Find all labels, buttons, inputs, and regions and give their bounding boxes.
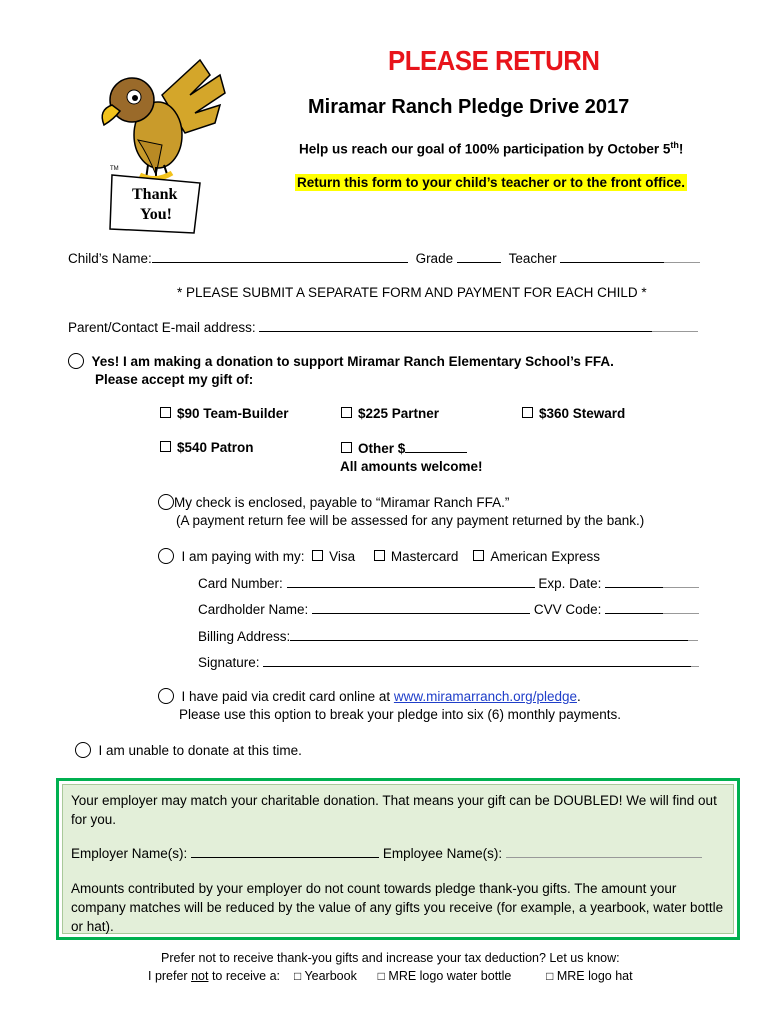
page-title: Miramar Ranch Pledge Drive 2017 bbox=[308, 96, 630, 118]
card-number-field[interactable] bbox=[287, 575, 535, 588]
teacher-field[interactable] bbox=[560, 250, 664, 263]
unable-row bbox=[75, 742, 302, 758]
amex-label: American Express bbox=[490, 549, 600, 564]
option-225-checkbox[interactable] bbox=[341, 407, 352, 418]
exp-date-label: Exp. Date: bbox=[538, 576, 602, 591]
billing-field[interactable] bbox=[290, 628, 688, 641]
unable-radio[interactable] bbox=[75, 742, 91, 758]
card-radio[interactable] bbox=[158, 548, 174, 564]
yearbook-checkbox[interactable]: □ bbox=[293, 969, 302, 983]
donation-yes-text-2: Please accept my gift of: bbox=[95, 372, 254, 387]
goal-text: Help us reach our goal of 100% participation by October 5th! bbox=[299, 140, 684, 157]
please-return-heading: PLEASE RETURN bbox=[388, 45, 600, 76]
hat-label: MRE logo hat bbox=[556, 969, 633, 983]
online-installments-note: Please use this option to break your pledge into six (6) monthly payments. bbox=[179, 707, 621, 722]
water-bottle-checkbox[interactable]: □ bbox=[377, 969, 385, 983]
thank-sign-line1: Thank bbox=[132, 186, 178, 203]
check-radio[interactable] bbox=[158, 494, 174, 510]
teacher-label: Teacher bbox=[508, 251, 557, 266]
employee-name-label: Employee Name(s): bbox=[382, 846, 503, 861]
option-90-checkbox[interactable] bbox=[160, 407, 171, 418]
signature-field[interactable] bbox=[263, 654, 691, 667]
employer-name-field[interactable] bbox=[191, 845, 379, 858]
employer-names-row bbox=[71, 845, 702, 861]
child-name-field[interactable] bbox=[152, 250, 408, 263]
check-fee-note: (A payment return fee will be assessed for any payment returned by the bank.) bbox=[176, 513, 645, 528]
signature-row bbox=[198, 654, 699, 670]
employer-match-box bbox=[56, 778, 740, 940]
paying-label: I am paying with my: bbox=[181, 549, 305, 564]
hat-checkbox[interactable]: □ bbox=[546, 969, 554, 983]
option-225[interactable]: $225 Partner bbox=[341, 406, 439, 421]
other-amount-field[interactable] bbox=[405, 440, 467, 453]
online-text: I have paid via credit card online at bbox=[181, 689, 391, 704]
cvv-label: CVV Code: bbox=[533, 602, 602, 617]
visa-label: Visa bbox=[329, 549, 356, 564]
cvv-field[interactable] bbox=[605, 601, 663, 614]
employee-name-field[interactable] bbox=[506, 845, 702, 858]
footer-prompt: Prefer not to receive thank-you gifts and increase your tax deduction? Let us know: bbox=[161, 951, 620, 965]
return-instructions: Return this form to your child’s teacher or to the front office. bbox=[297, 175, 686, 190]
mastercard-label: Mastercard bbox=[390, 549, 459, 564]
card-number-label: Card Number: bbox=[198, 576, 283, 591]
option-other-checkbox[interactable] bbox=[341, 442, 352, 453]
employer-name-label: Employer Name(s): bbox=[71, 846, 188, 861]
unable-text: I am unable to donate at this time. bbox=[98, 743, 302, 758]
option-90[interactable]: $90 Team-Builder bbox=[160, 406, 289, 421]
card-row bbox=[158, 548, 600, 564]
thank-sign-line2: You! bbox=[140, 206, 173, 223]
billing-label: Billing Address: bbox=[198, 629, 291, 644]
option-other[interactable]: Other $ bbox=[341, 440, 467, 456]
email-label: Parent/Contact E-mail address: bbox=[68, 320, 256, 335]
option-540-checkbox[interactable] bbox=[160, 441, 171, 452]
mastercard-checkbox[interactable] bbox=[374, 550, 385, 561]
online-row: I have paid via credit card online at www.miramarranch.org/pledge. bbox=[158, 688, 581, 704]
tm-mark: TM bbox=[110, 166, 119, 172]
child-info-row bbox=[68, 250, 700, 266]
child-name-label: Child’s Name: bbox=[68, 251, 152, 266]
amex-checkbox[interactable] bbox=[473, 550, 484, 561]
separate-form-note: * PLEASE SUBMIT A SEPARATE FORM AND PAYMENT FOR EACH CHILD * bbox=[177, 285, 647, 300]
grade-field[interactable] bbox=[457, 250, 501, 263]
exp-date-field[interactable] bbox=[605, 575, 663, 588]
check-row bbox=[158, 494, 509, 510]
cardholder-field[interactable] bbox=[312, 601, 530, 614]
option-360[interactable]: $360 Steward bbox=[522, 406, 625, 421]
option-360-checkbox[interactable] bbox=[522, 407, 533, 418]
water-bottle-label: MRE logo water bottle bbox=[388, 969, 512, 983]
online-radio[interactable] bbox=[158, 688, 174, 704]
email-row bbox=[68, 319, 698, 335]
yearbook-label: Yearbook bbox=[304, 969, 357, 983]
donation-yes-radio[interactable] bbox=[68, 353, 84, 369]
cardholder-label: Cardholder Name: bbox=[198, 602, 309, 617]
pledge-link[interactable]: www.miramarranch.org/pledge bbox=[393, 689, 577, 704]
employer-intro: Your employer may match your charitable donation. That means your gift can be DOUBLED! We will find out for you. bbox=[71, 793, 717, 827]
visa-checkbox[interactable] bbox=[312, 550, 323, 561]
footer-prefer-row: I prefer not to receive a: □ Yearbook □ MRE logo water bottle □ MRE logo hat bbox=[148, 969, 633, 983]
donation-yes-row bbox=[68, 353, 614, 369]
billing-row bbox=[198, 628, 698, 644]
donation-yes-text: Yes! I am making a donation to support Miramar Ranch Elementary School’s FFA. bbox=[91, 354, 614, 369]
amounts-welcome-note: All amounts welcome! bbox=[340, 459, 483, 474]
email-field[interactable] bbox=[259, 319, 652, 332]
cardholder-row bbox=[198, 601, 699, 617]
signature-label: Signature: bbox=[198, 655, 260, 670]
employer-match-note: Amounts contributed by your employer do not count towards pledge thank-you gifts. The amount your company matches will be reduced by the value of any gifts you receive (for example, a yearbook, water bottle or hat). bbox=[71, 881, 724, 934]
grade-label: Grade bbox=[415, 251, 454, 266]
check-text: My check is enclosed, payable to “Miramar Ranch FFA.” bbox=[174, 495, 510, 510]
option-540[interactable]: $540 Patron bbox=[160, 440, 254, 455]
card-number-row bbox=[198, 575, 699, 591]
